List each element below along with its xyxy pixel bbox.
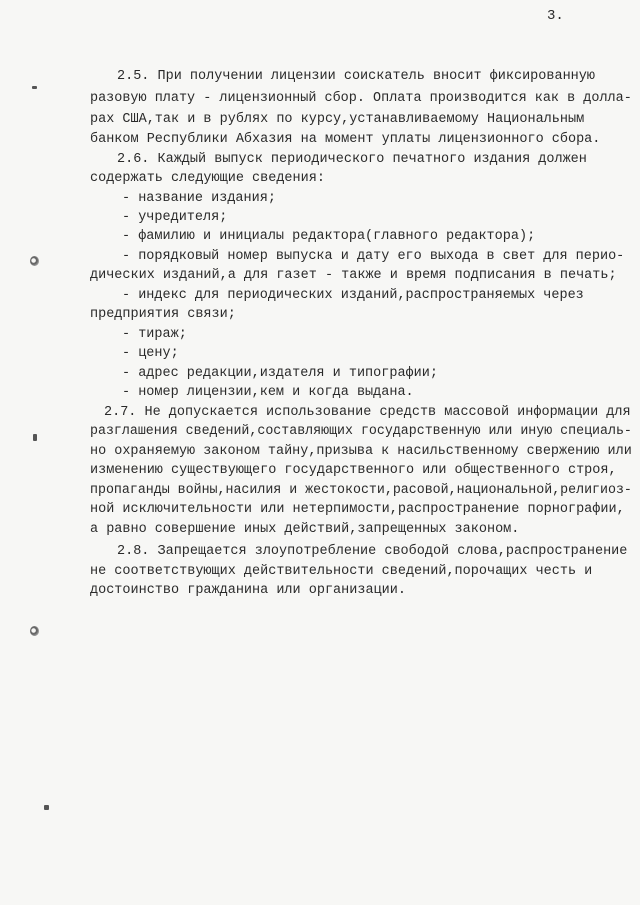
scan-speck <box>44 805 49 810</box>
text-line: 2.6. Каждый выпуск периодического печатного издания должен <box>117 152 587 167</box>
list-item: - цену; <box>122 346 179 361</box>
page-number: 3. <box>547 8 564 24</box>
text-line: рах США,так и в рублях по курсу,устанавливаемому Национальным <box>90 112 585 127</box>
text-line: содержать следующие сведения: <box>90 171 325 186</box>
list-item: - фамилию и инициалы редактора(главного редактора); <box>122 229 536 244</box>
scan-speck <box>32 86 37 89</box>
list-item: - адрес редакции,издателя и типографии; <box>122 366 438 381</box>
list-item: - порядковый номер выпуска и дату его выхода в свет для перио- <box>122 249 625 264</box>
text-line: банком Республики Абхазия на момент уплаты лицензионного сбора. <box>90 132 601 147</box>
text-line: 2.8. Запрещается злоупотребление свободой слова,распространение <box>117 544 628 559</box>
list-item: - номер лицензии,кем и когда выдана. <box>122 385 414 400</box>
text-line: 2.5. При получении лицензии соискатель вносит фиксированную <box>117 69 595 84</box>
text-line: достоинство гражданина или организации. <box>90 583 406 598</box>
scan-speck <box>33 434 37 441</box>
binder-hole-mark <box>30 256 39 266</box>
list-item: - тираж; <box>122 327 187 342</box>
text-line: разовую плату - лицензионный сбор. Оплата производится как в долла- <box>90 91 632 106</box>
text-line: разглашения сведений,составляющих государственную или иную специаль- <box>90 424 632 439</box>
text-line: ной исключительности или нетерпимости,распространение порнографии, <box>90 502 625 517</box>
text-line: но охраняемую законом тайну,призыва к насильственному свержению или <box>90 444 632 459</box>
text-line: а равно совершение иных действий,запрещенных законом. <box>90 522 520 537</box>
text-line: не соответствующих действительности сведений,порочащих честь и <box>90 564 593 579</box>
list-item: - учредителя; <box>122 210 228 225</box>
text-line: дических изданий,а для газет - также и время подписания в печать; <box>90 268 617 283</box>
list-item: - индекс для периодических изданий,распространяемых через <box>122 288 584 303</box>
list-item: - название издания; <box>122 191 276 206</box>
text-line: пропаганды войны,насилия и жестокости,расовой,национальной,религиоз- <box>90 483 632 498</box>
binder-hole-mark <box>30 626 39 636</box>
text-line: 2.7. Не допускается использование средств массовой информации для <box>104 405 631 420</box>
text-line: предприятия связи; <box>90 307 236 322</box>
text-line: изменению существующего государственного или общественного строя, <box>90 463 617 478</box>
